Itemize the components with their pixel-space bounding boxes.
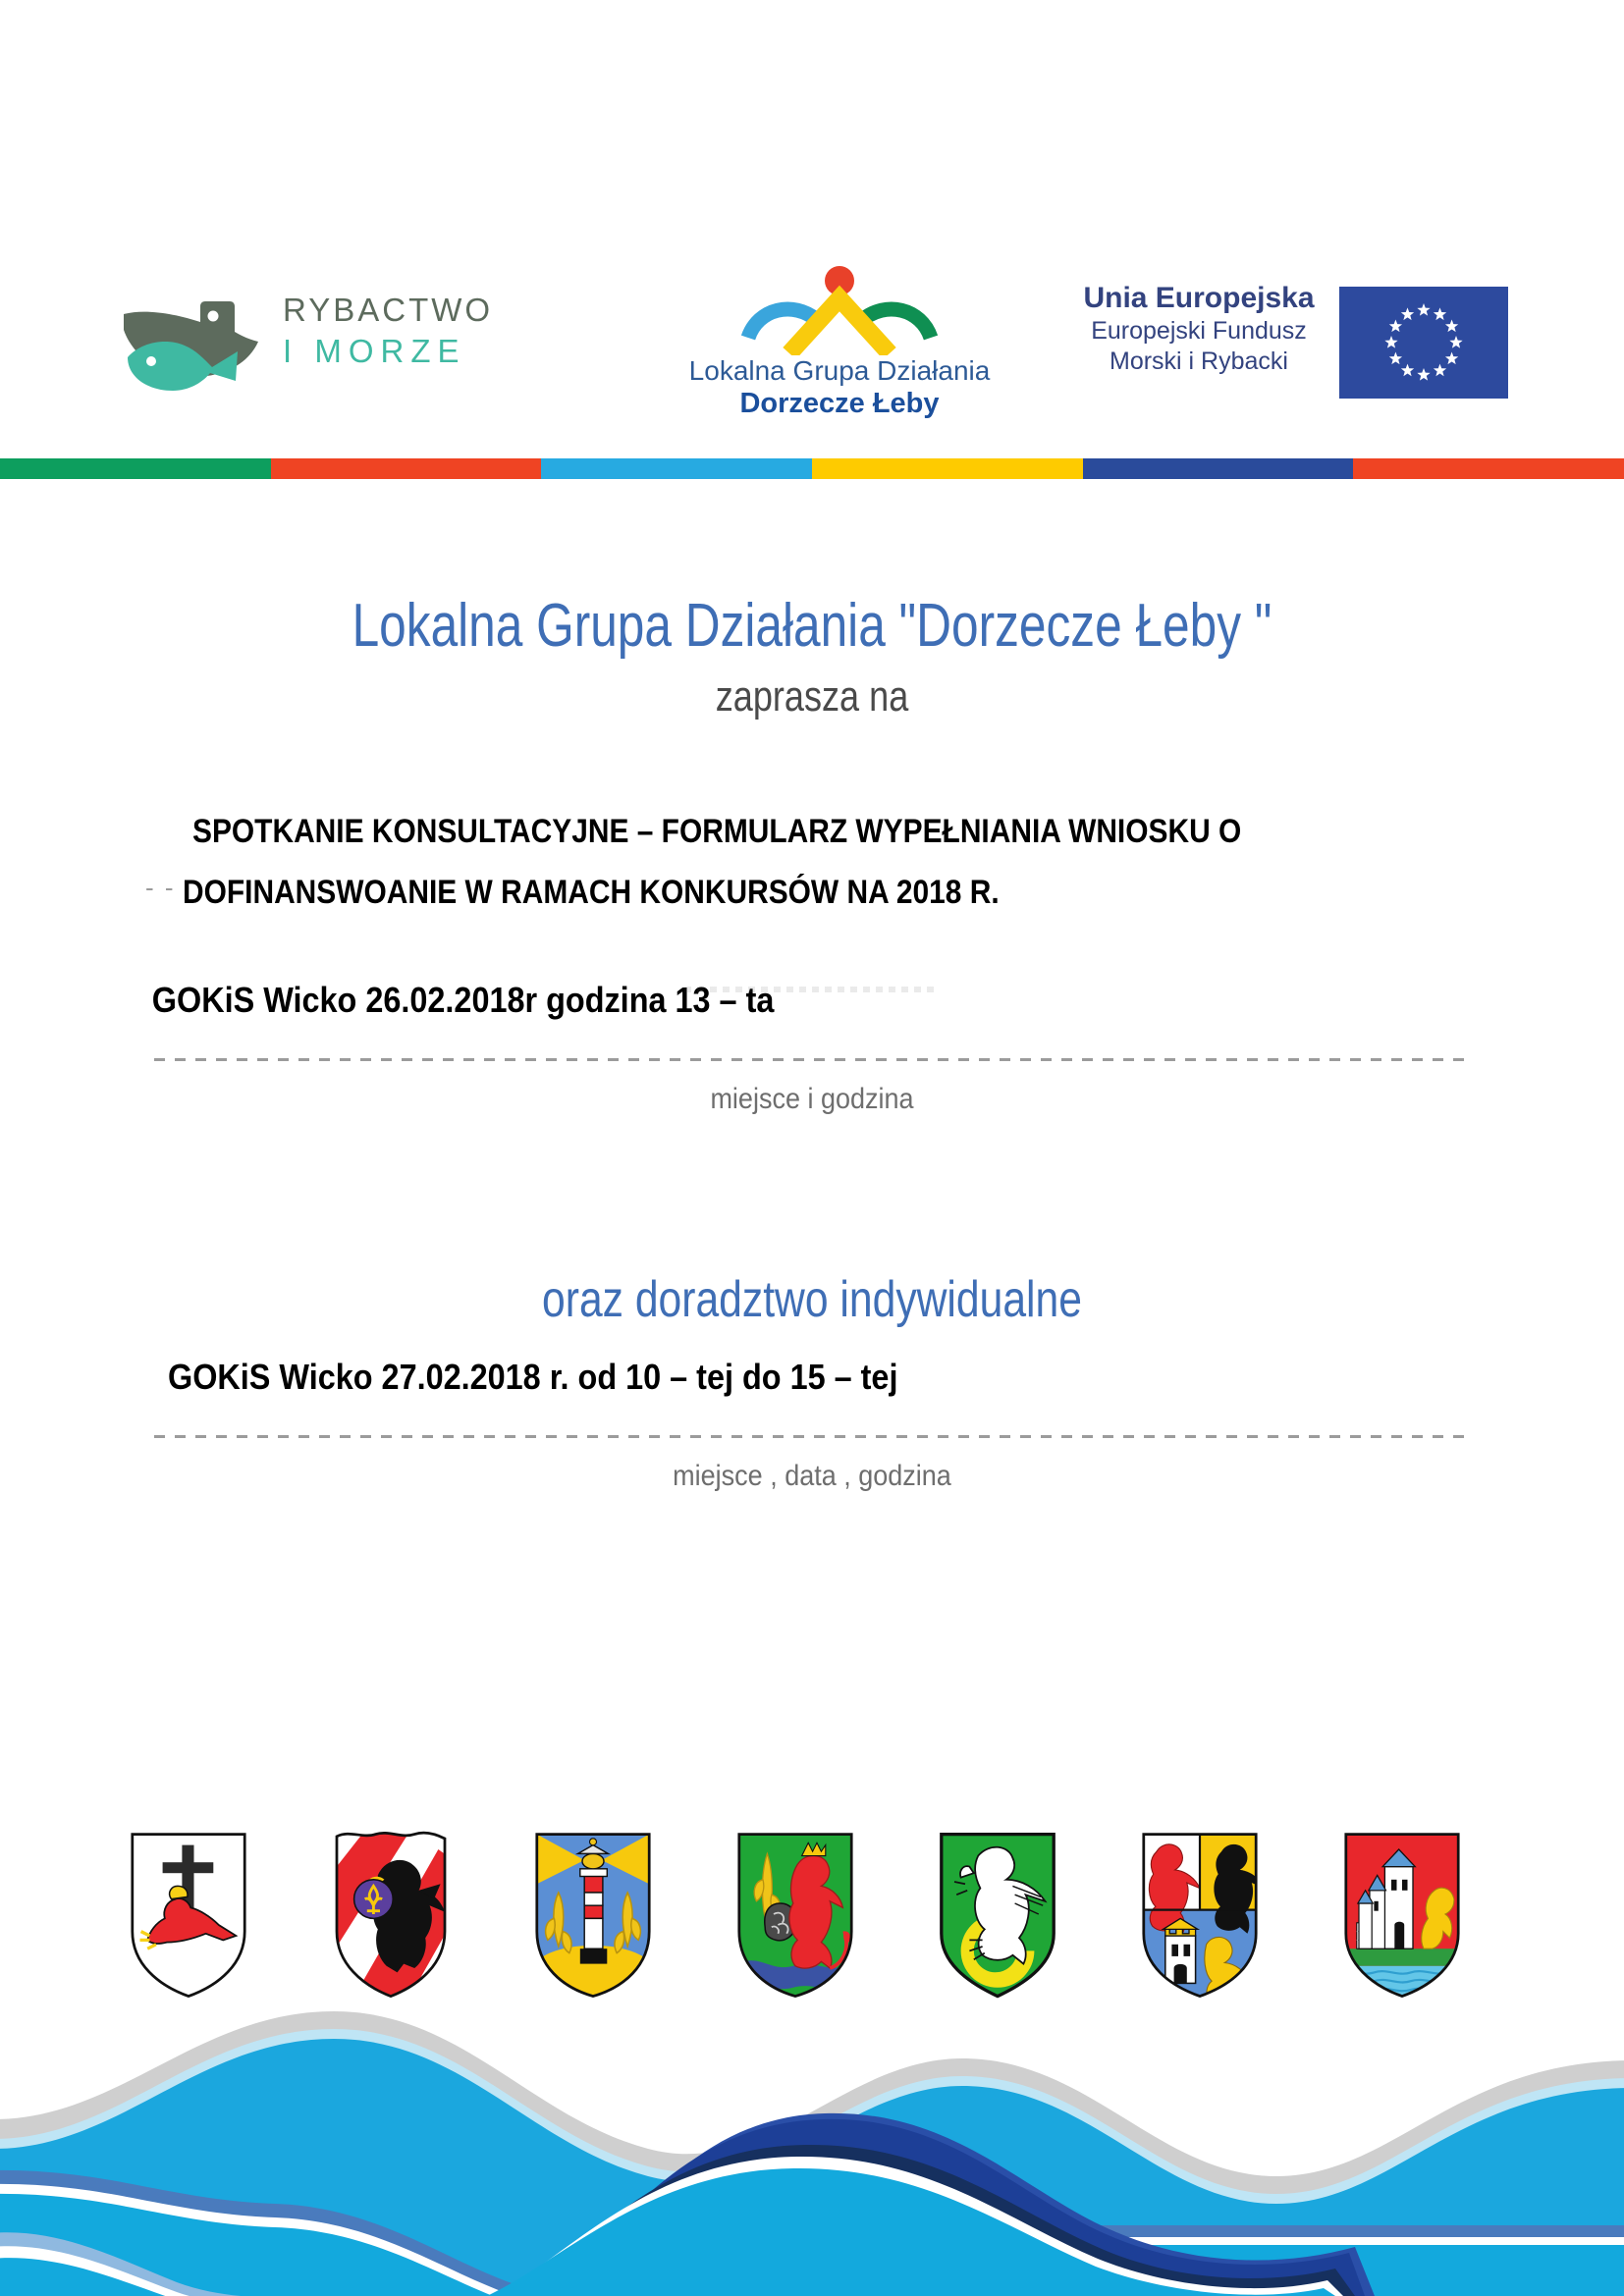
lgd-line2: Dorzecze Łeby <box>739 388 940 419</box>
logo-rybactwo-line1: RYBACTWO <box>283 292 494 328</box>
color-stripe-band-2 <box>271 458 542 479</box>
color-stripe-band-6 <box>1353 458 1624 479</box>
logo-unia-europejska <box>1076 281 1508 399</box>
headline-line-2: DOFINANSWOANIE W RAMACH KONKURSÓW NA 2018 R. <box>183 874 1000 911</box>
section2-title: oraz doradztwo indywidualne <box>542 1271 1082 1328</box>
color-stripe-band-3 <box>541 458 812 479</box>
page-title: Lokalna Grupa Działania "Dorzecze Łeby " <box>352 592 1272 660</box>
eu-line3: Morski i Rybacki <box>1110 347 1288 375</box>
event2-dashed-rule <box>154 1435 1470 1438</box>
logo-rybactwo-i-morze <box>116 283 577 410</box>
logo-lgd-dorzecze-leby <box>677 265 1001 422</box>
color-stripe <box>0 458 1624 479</box>
coat-of-arms-3 <box>528 1828 691 2014</box>
event1-venue-line: GOKiS Wicko 26.02.2018r godzina 13 – ta <box>151 980 775 1020</box>
page-subtitle: zaprasza na <box>715 672 909 721</box>
lgd-emblem-icon <box>727 265 952 355</box>
eu-wordmark <box>1076 281 1322 377</box>
coat-of-arms-5 <box>933 1828 1096 2014</box>
coat-of-arms-4 <box>731 1828 893 2014</box>
lgd-line1: Lokalna Grupa Działania <box>688 355 991 386</box>
logo-rybactwo-wordmark <box>283 291 577 373</box>
event1-rule-caption: miejsce i godzina <box>710 1083 914 1115</box>
color-stripe-band-5 <box>1083 458 1354 479</box>
main-content <box>0 589 1624 1493</box>
coat-of-arms-7 <box>1337 1828 1500 2014</box>
event2-venue-line: GOKiS Wicko 27.02.2018 r. od 10 – tej do 15 – tej <box>168 1357 898 1397</box>
headline-block <box>0 801 1624 923</box>
event2-rule-caption: miejsce , data , godzina <box>673 1460 951 1492</box>
event1-dashed-rule <box>154 1058 1470 1061</box>
headline-marker: - - <box>145 873 176 902</box>
eu-flag-icon <box>1339 287 1508 399</box>
eu-line1: Unia Europejska <box>1083 282 1315 314</box>
color-stripe-band-4 <box>812 458 1083 479</box>
color-stripe-band-1 <box>0 458 271 479</box>
eu-line2: Europejski Fundusz <box>1091 317 1307 345</box>
decorative-wave-graphic <box>0 2002 1624 2296</box>
header-logo-bar <box>0 265 1624 432</box>
headline-line-1: SPOTKANIE KONSULTACYJNE – FORMULARZ WYPEŁNIANIA WNIOSKU O <box>192 813 1242 850</box>
boat-and-fish-icon <box>116 293 273 400</box>
faint-dashed-artifact <box>684 987 940 992</box>
coat-of-arms-6 <box>1135 1828 1298 2014</box>
coat-of-arms-1 <box>124 1828 287 2014</box>
coats-of-arms-row <box>0 1828 1624 2014</box>
coat-of-arms-2 <box>326 1828 489 2014</box>
logo-rybactwo-line2: I MORZE <box>283 333 466 369</box>
